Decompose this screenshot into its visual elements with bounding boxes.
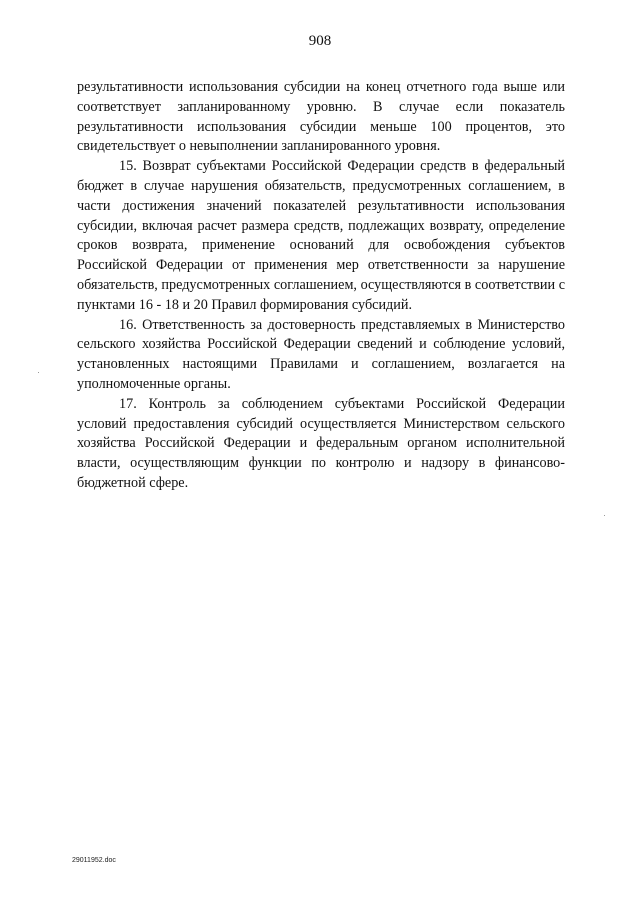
scan-speck [38,372,39,373]
paragraph-continuation: результативности использования субсидии на конец отчетного года выше или соответствует запланированному уровню. В случае если показатель результативности использования субсидии меньше 100 процентов, это свидетельствует о невыполнении запланированного уровня. [77,79,565,155]
paragraph-15: 15. Возврат субъектами Российской Федерации средств в федеральный бюджет в случае нарушения обязательств, предусмотренных соглашением, в части достижения значений показателей результативности использования субсидии, включая расчет размера средств, подлежащих возврату, определение сроков возврата, применение оснований для освобождения субъектов Российской Федерации от применения мер ответственности за нарушение обязательств, предусмотренных соглашением, осуществляются в соответствии с пунктами 16 - 18 и 20 Правил формирования субсидий. [77,158,565,313]
paragraph-16: 16. Ответственность за достоверность представляемых в Министерство сельского хозяйства Российской Федерации сведений и соблюдение условий, установленных настоящими Правилами и соглашением, возлагается на уполномоченные органы. [77,316,565,392]
scan-speck [604,515,605,516]
document-footer-code: 29011952.doc [72,857,116,864]
document-body [77,78,565,494]
page-number: 908 [308,33,332,49]
paragraph-17: 17. Контроль за соблюдением субъектами Российской Федерации условий предоставления субсидий осуществляется Министерством сельского хозяйства Российской Федерации и федеральным органом исполнительной власти, осуществляющим функции по контролю и надзору в финансово-бюджетной сфере. [77,395,565,491]
